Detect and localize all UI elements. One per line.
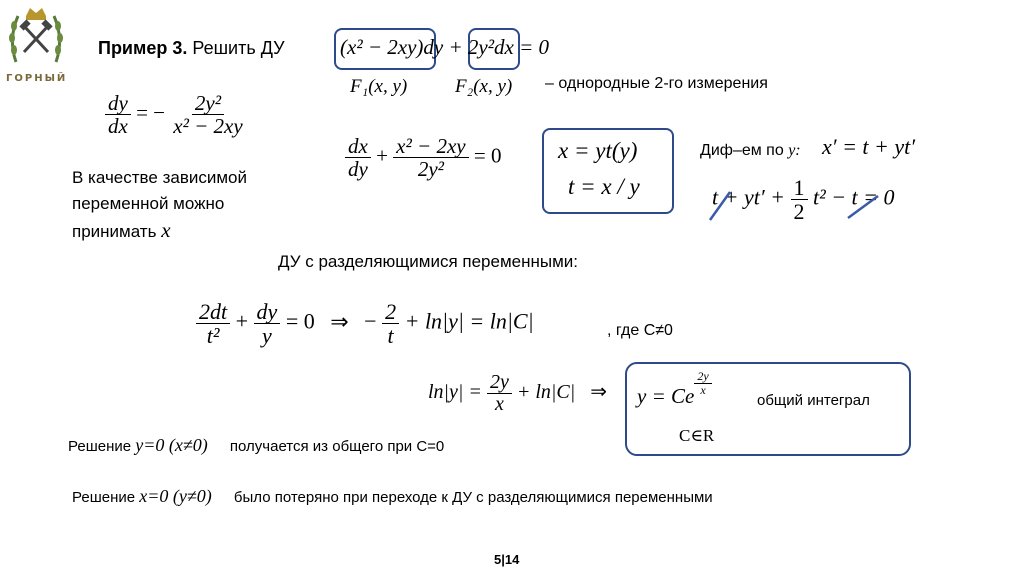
dependent-variable-note: В качестве зависимой переменной можно принимать x [72, 168, 247, 242]
example-label: Пример 3. [98, 38, 188, 58]
substituted-equation: t + yt′ + $\frac{1}{2}$ t² − t = 0 [712, 175, 895, 225]
separable-equation: $\frac{2dt}{\text{t²}}$ + $\frac{dy}{y}$ = 0 ⇒ − $\frac{2}{t}$ + ln|y| = ln|C| [196, 300, 534, 347]
solution-note-2: Решение x=0 (y≠0) было потеряно при переходе к ДУ с разделяющимися переменными [72, 486, 713, 506]
substitution-box: x = yt(y) t = x / y [542, 128, 674, 214]
f2-label: F₂(x, y) [455, 76, 513, 97]
solution-note-1: Решение y=0 (x≠0) получается из общего при C=0 [68, 435, 445, 455]
dy-dx-equation: $\frac{dy}{dx}$ = − $\frac{\text{2y²}}{\text{x² − 2xy}}$ [105, 92, 246, 137]
general-solution-box: y = Ce $\frac{2y}{x}$ общий интеграл C∈R [625, 362, 911, 456]
general-integral-label: общий интеграл [757, 392, 870, 409]
page-number: 5|14 [494, 552, 520, 567]
dx-dy-equation: $\frac{dx}{dy}$ + $\frac{\text{x² − 2xy}}{\text{2y²}}$ = 0 [345, 135, 501, 180]
task-label: Решить ДУ [192, 38, 285, 58]
logo-text: ГОРНЫЙ [6, 73, 68, 84]
homogeneous-note: – однородные 2-го измерения [545, 75, 768, 92]
derivative-result: x′ = t + yt′ [822, 134, 916, 159]
example-title [98, 38, 285, 59]
differentiate-label: Диф–ем по y: [700, 142, 801, 159]
university-logo [6, 4, 66, 84]
main-equation: (x² − 2xy)dy + 2y²dx = 0 [340, 35, 550, 59]
crest-icon [6, 4, 66, 66]
where-c-note: , где C≠0 [607, 322, 673, 339]
c-in-r: C∈R [679, 426, 715, 445]
separable-title: ДУ с разделяющимися переменными: [278, 252, 578, 271]
log-solution: ln|y| = $\frac{2y}{x}$ + ln|C| ⇒ [428, 371, 607, 415]
f1-label: F₁(x, y) [350, 76, 408, 97]
cancel-strikes [700, 180, 900, 230]
